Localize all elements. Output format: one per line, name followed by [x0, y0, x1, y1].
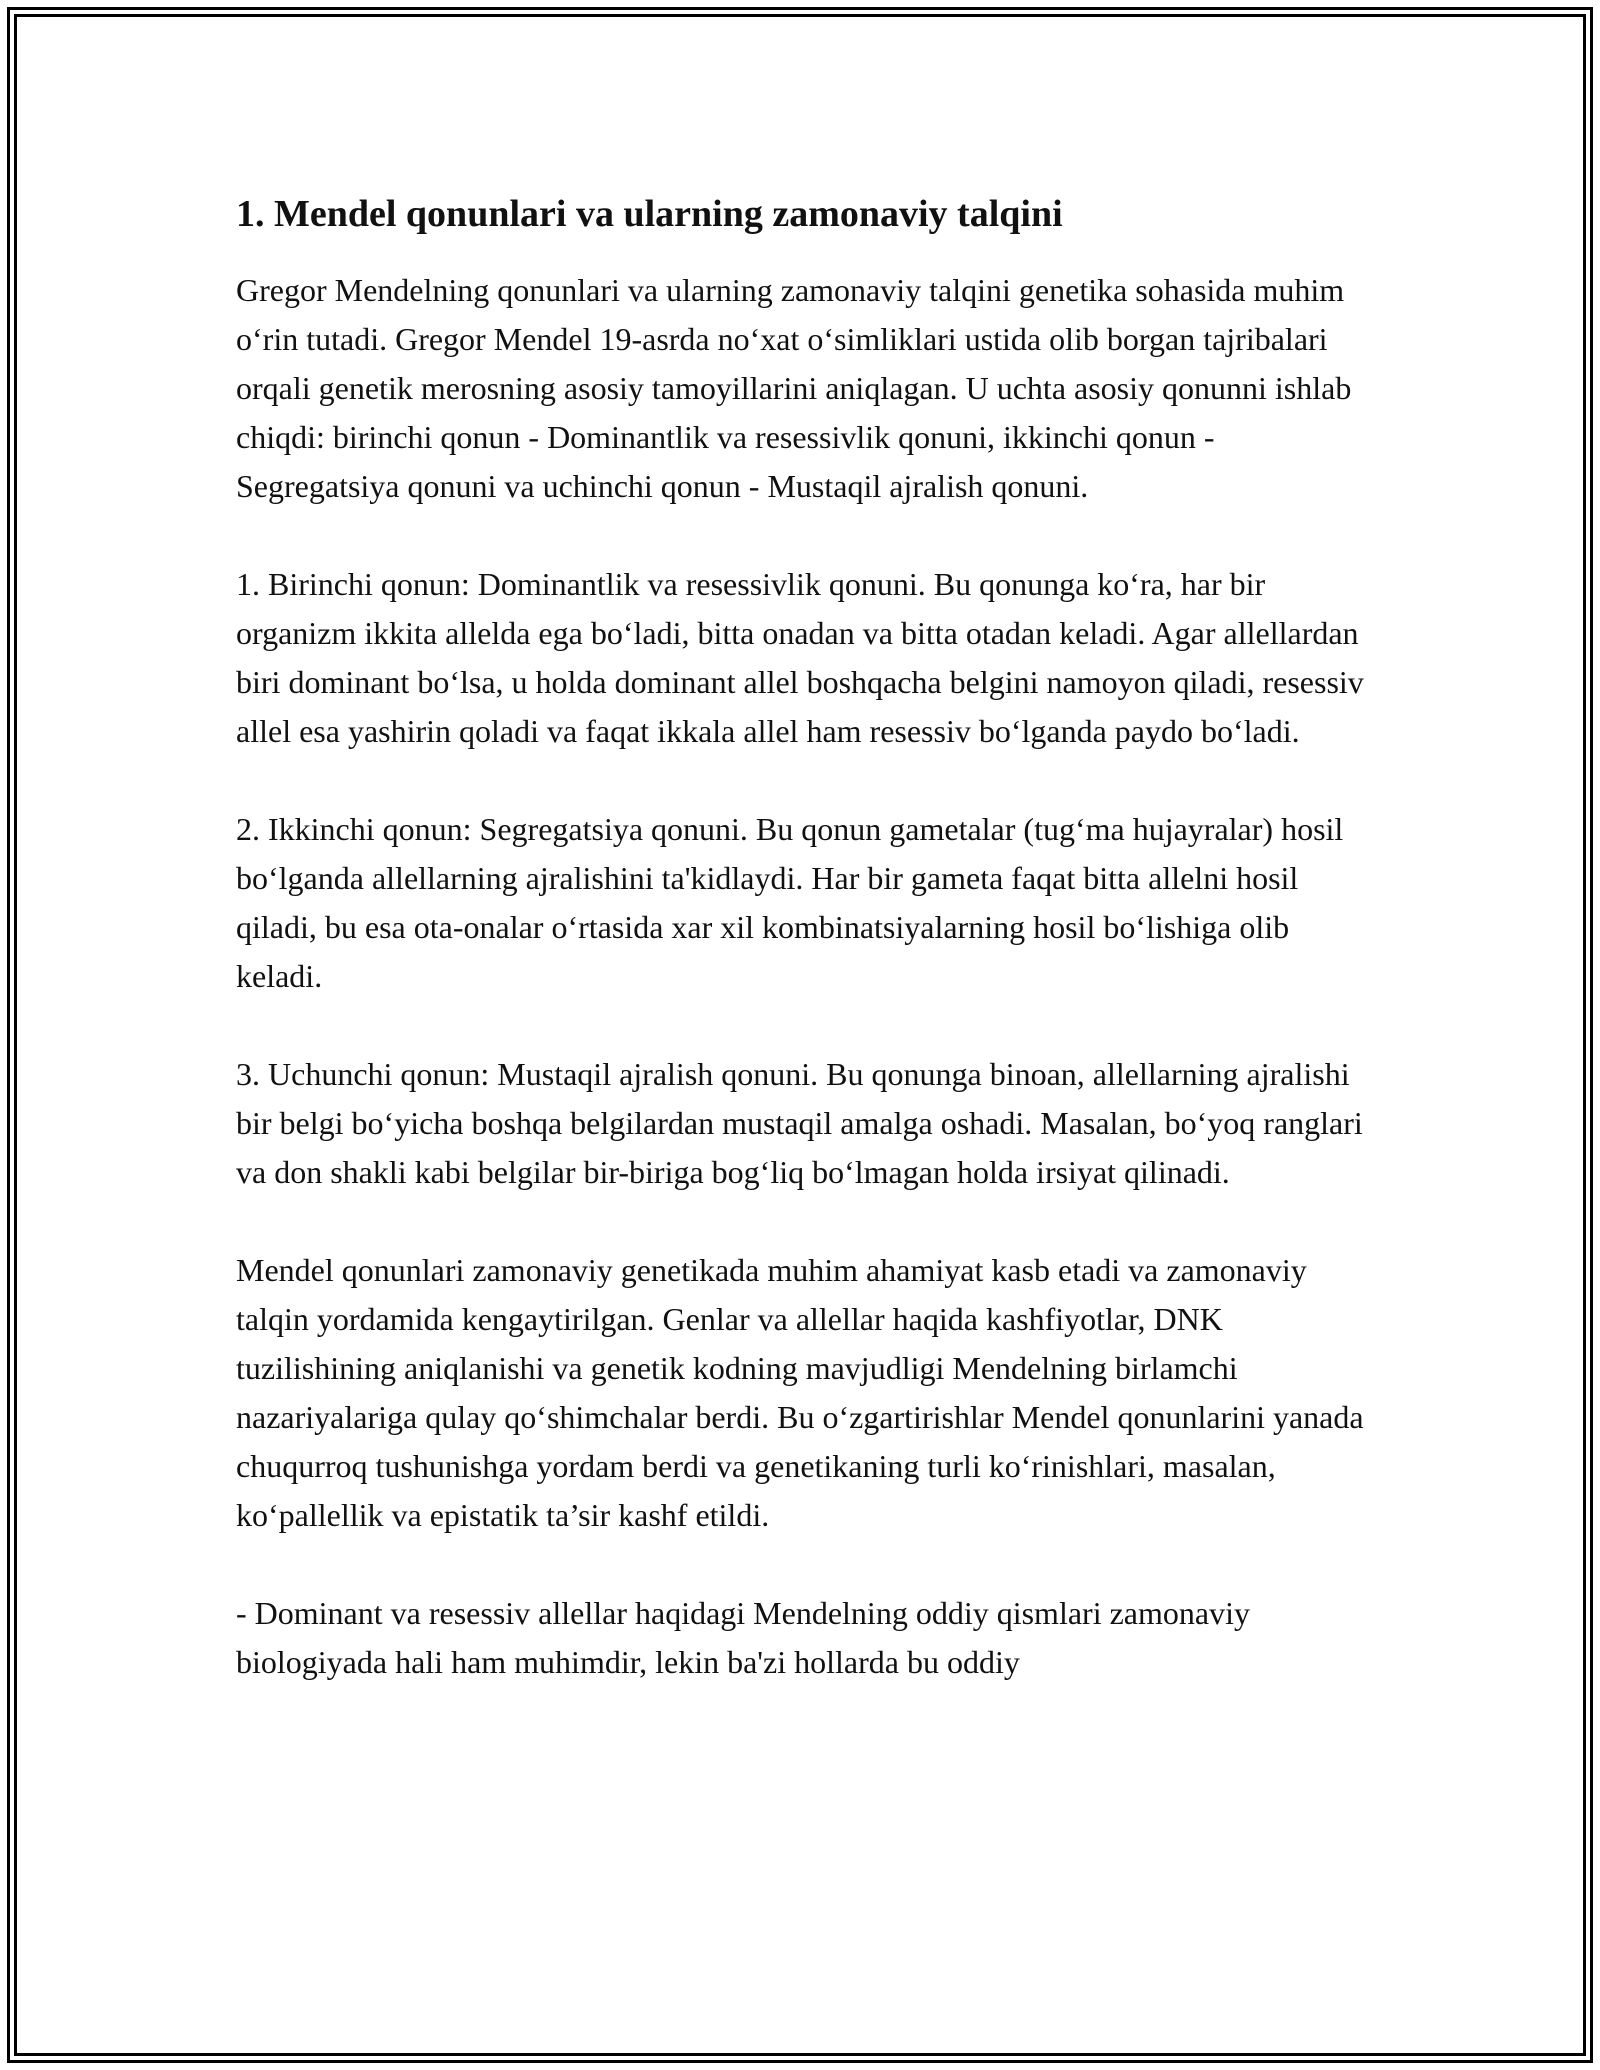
paragraph-second-law: 2. Ikkinchi qonun: Segregatsiya qonuni. Bu qonun gametalar (tug‘ma hujayralar) hosil bo‘lganda allellarning ajralishini ta'kidlaydi. Har bir gameta faqat bitta allelni hosil qiladi, bu esa ota-onalar o‘rtasida xar xil kombinatsiyalarning hosil bo‘lishiga olib keladi.	[236, 811, 1344, 994]
paragraph-third-law: 3. Uchunchi qonun: Mustaqil ajralish qonuni. Bu qonunga binoan, allellarning ajralishi bir belgi bo‘yicha boshqa belgilardan mustaqil amalga oshadi. Masalan, bo‘yoq ranglari va don shakli kabi belgilar bir-biriga bog‘liq bo‘lmagan holda irsiyat qilinadi.	[236, 1056, 1363, 1190]
paragraph-intro: Gregor Mendelning qonunlari va ularning zamonaviy talqini genetika sohasida muhim o‘rin tutadi. Gregor Mendel 19-asrda no‘xat o‘simliklari ustida olib borgan tajribalari orqali genetik merosning asosiy tamoyillarini aniqlagan. U uchta asosiy qonunni ishlab chiqdi: birinchi qonun - Dominantlik va resessivlik qonuni, ikkinchi qonun - Segregatsiya qonuni va uchinchi qonun - Mustaqil ajralish qonuni.	[236, 272, 1352, 504]
document-body	[236, 188, 1376, 1736]
paragraph-first-law: 1. Birinchi qonun: Dominantlik va resessivlik qonuni. Bu qonunga ko‘ra, har bir organizm ikkita allelda ega bo‘ladi, bitta onadan va bitta otadan keladi. Agar allellardan biri dominant bo‘lsa, u holda dominant allel boshqacha belgini namoyon qiladi, resessiv allel esa yashirin qoladi va faqat ikkala allel ham resessiv bo‘lganda paydo bo‘ladi.	[236, 566, 1364, 749]
paragraph-dominant-recessive-note: - Dominant va resessiv allellar haqidagi Mendelning oddiy qismlari zamonaviy biologiyada hali ham muhimdir, lekin ba'zi hollarda bu oddiy	[236, 1595, 1250, 1680]
paragraph-modern-interpretation: Mendel qonunlari zamonaviy genetikada muhim ahamiyat kasb etadi va zamonaviy talqin yordamida kengaytirilgan. Genlar va allellar haqida kashfiyotlar, DNK tuzilishining aniqlanishi va genetik kodning mavjudligi Mendelning birlamchi nazariyalariga qulay qo‘shimchalar berdi. Bu o‘zgartirishlar Mendel qonunlarini yanada chuqurroq tushunishga yordam berdi va genetikaning turli ko‘rinishlari, masalan, ko‘pallellik va epistatik ta’sir kashf etildi.	[236, 1252, 1364, 1533]
section-heading: 1. Mendel qonunlari va ularning zamonaviy talqini	[236, 193, 1063, 235]
